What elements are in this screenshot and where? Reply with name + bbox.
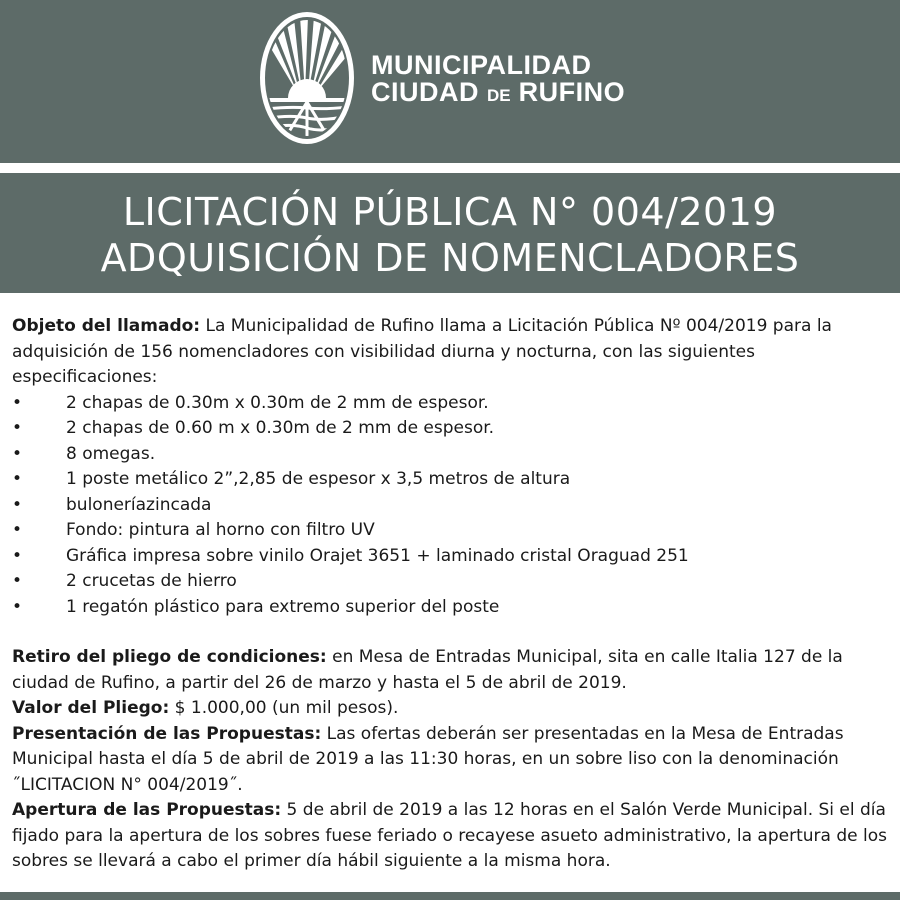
bullet-icon: • (12, 494, 23, 515)
presentacion-text: Las ofertas deberán ser presentadas en la Mesa de Entradas Municipal hasta el día 5 de abril de 2019 a las 11:30 horas, en un sobre liso con la denominación ˝LICITACION N° 004/2019˝. (12, 723, 844, 795)
valor-paragraph (12, 696, 892, 722)
header-divider (0, 163, 900, 173)
specs-list (12, 391, 892, 621)
spec-item (12, 544, 892, 570)
spec-item (12, 416, 892, 442)
bullet-icon: • (12, 596, 23, 617)
spec-item (12, 442, 892, 468)
bullet-icon: • (12, 520, 23, 540)
spec-item (12, 595, 892, 621)
bullet-icon: • (12, 469, 23, 489)
valor-text: $ 1.000,00 (un mil pesos). (169, 698, 399, 718)
spec-text: 2 crucetas de hierro (66, 571, 237, 591)
spec-item (12, 467, 892, 493)
objeto-label: Objeto del llamado: (12, 316, 201, 336)
spec-text: Gráfica impresa sobre vinilo Orajet 3651 + laminado cristal Oraguad 251 (66, 545, 689, 566)
objeto-paragraph (12, 314, 892, 391)
municipal-emblem-icon (258, 10, 356, 146)
brand-line2 (371, 79, 625, 106)
bullet-icon: • (12, 443, 23, 464)
retiro-text: en Mesa de Entradas Municipal, sita en calle Italia 127 de la ciudad de Rufino, a partir del 26 de marzo y hasta el 5 de abril de 2019. (12, 647, 843, 693)
section-spacer (12, 620, 892, 645)
bullet-icon: • (12, 418, 23, 438)
spec-text: 8 omegas. (66, 443, 156, 464)
spec-text: 2 chapas de 0.30m x 0.30m de 2 mm de espesor. (66, 392, 489, 413)
brand-rufino: RUFINO (518, 77, 626, 107)
spec-item (12, 518, 892, 544)
page-title (0, 189, 900, 281)
objeto-text: La Municipalidad de Rufino llama a Licitación Pública Nº 004/2019 para la adquisición de 156 nomencladores con visibilidad diurna y nocturna, con las siguientes especificaciones: (12, 316, 832, 387)
spec-text: buloneríazincada (66, 494, 212, 515)
brand-de: DE (487, 86, 511, 105)
apertura-text: 5 de abril de 2019 a las 12 horas en el Salón Verde Municipal. Si el día fijado para la apertura de los sobres fuese feriado o recayese asueto administrativo, la apertura de los sobres se llevará a cabo el primer día hábil siguiente a la misma hora. (12, 800, 887, 871)
presentacion-label: Presentación de las Propuestas: (12, 723, 322, 744)
brand-ciudad: CIUDAD (371, 77, 479, 107)
spec-item (12, 569, 892, 595)
title-line1: LICITACIÓN PÚBLICA N° 004/2019 (122, 190, 778, 234)
bullet-icon: • (12, 545, 23, 566)
bullet-icon: • (12, 571, 23, 591)
spec-item (12, 391, 892, 417)
apertura-label: Apertura de las Propuestas: (12, 800, 282, 820)
spec-text: 1 regatón plástico para extremo superior del poste (66, 596, 500, 617)
presentacion-paragraph (12, 722, 892, 799)
footer-bar (0, 892, 900, 900)
retiro-label: Retiro del pliego de condiciones: (12, 647, 327, 667)
spec-text: 2 chapas de 0.60 m x 0.30m de 2 mm de espesor. (66, 418, 495, 438)
bullet-icon: • (12, 392, 23, 413)
valor-label: Valor del Pliego: (12, 698, 170, 718)
spec-text: Fondo: pintura al horno con filtro UV (66, 520, 375, 540)
brand-name (371, 52, 625, 106)
retiro-paragraph (12, 645, 892, 696)
title-line2: ADQUISICIÓN DE NOMENCLADORES (100, 236, 800, 280)
brand-line1: MUNICIPALIDAD (371, 50, 592, 80)
apertura-paragraph (12, 798, 892, 875)
spec-item (12, 493, 892, 519)
spec-text: 1 poste metálico 2”,2,85 de espesor x 3,5 metros de altura (66, 469, 571, 489)
notice-body (12, 314, 892, 875)
